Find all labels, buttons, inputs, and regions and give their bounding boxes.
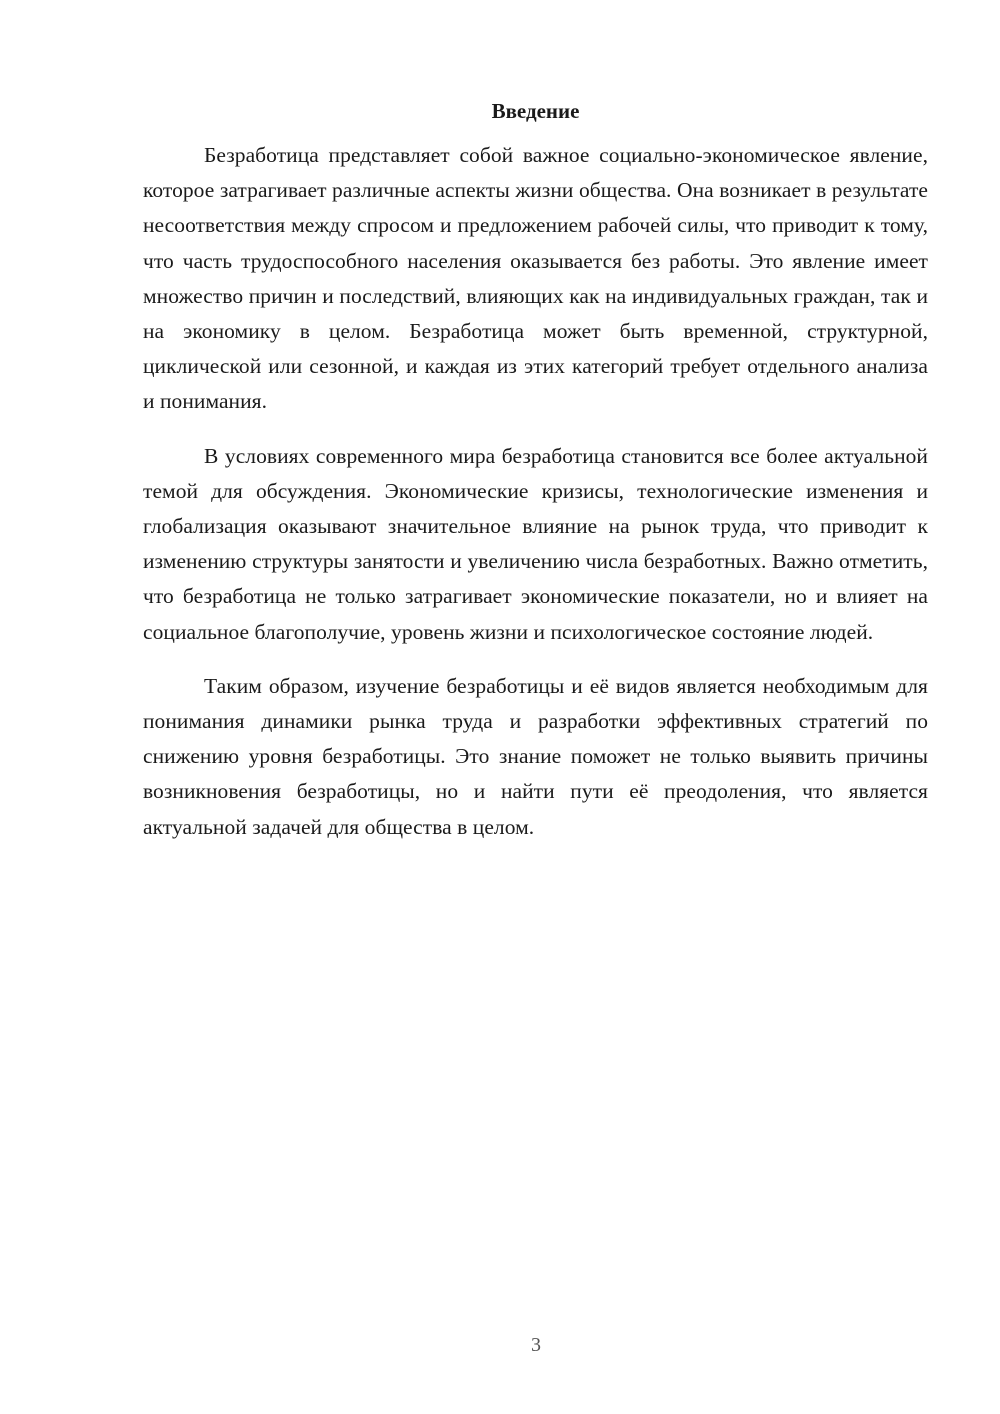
- section-heading: Введение: [491, 99, 580, 123]
- paragraph-2: В условиях современного мира безработица становится все более актуальной темой для обсуждения. Экономические кризисы, технологические изменения и глобализация оказывают значительное влияние на рынок труда, что приводит к изменению структуры занятости и увеличению числа безработных. Важно отметить, что безработица не только затрагивает экономические показатели, но и влияет на социальное благополучие, уровень жизни и психологическое состояние людей.: [143, 443, 928, 644]
- paragraph-3: Таким образом, изучение безработицы и её видов является необходимым для понимания динамики рынка труда и разработки эффективных стратегий по снижению уровня безработицы. Это знание поможет не только выявить причины возникновения безработицы, но и найти пути её преодоления, что является актуальной задачей для общества в целом.: [143, 673, 928, 839]
- paragraph-1: Безработица представляет собой важное социально-экономическое явление, которое затрагивает различные аспекты жизни общества. Она возникает в результате несоответствия между спросом и предложением рабочей силы, что приводит к тому, что часть трудоспособного населения оказывается без работы. Это явление имеет множество причин и последствий, влияющих как на индивидуальных граждан, так и на экономику в целом. Безработица может быть временной, структурной, циклической или сезонной, и каждая из этих категорий требует отдельного анализа и понимания.: [143, 143, 928, 414]
- page-content: [143, 96, 928, 864]
- page-number: 3: [531, 1334, 541, 1356]
